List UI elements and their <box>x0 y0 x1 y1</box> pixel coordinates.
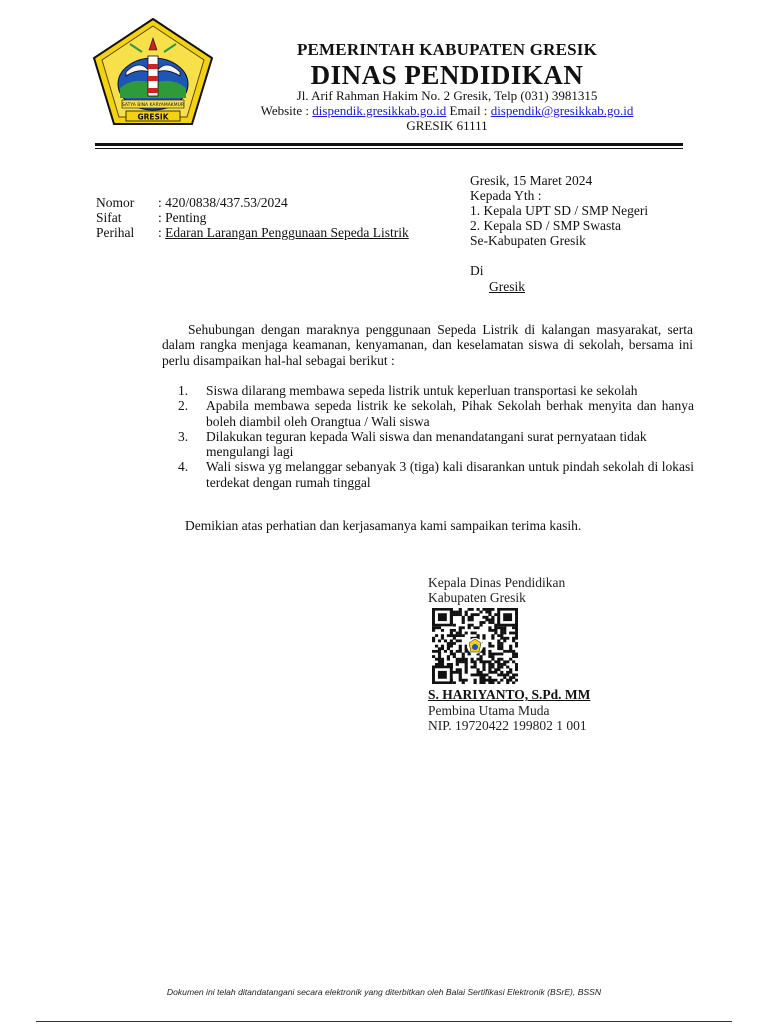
gresik-emblem-logo <box>90 16 216 128</box>
recipient-line-3: Se-Kabupaten Gresik <box>470 233 586 248</box>
signer-name: S. HARIYANTO, S.Pd. MM <box>428 687 591 702</box>
recipient-place: Gresik <box>489 279 525 294</box>
emblem-region-text: GRESIK <box>137 112 169 122</box>
department-name: DINAS PENDIDIKAN <box>310 60 584 90</box>
signer-nip: NIP. 19720422 199802 1 001 <box>428 718 587 733</box>
sifat-label: Sifat <box>96 210 122 225</box>
intro-paragraph: Sehubungan dengan maraknya penggunaan Sepeda Listrik di kalangan masyarakat, serta dalam rangka menjaga keamanan, kenyamanan, dan keselamatan siswa di sekolah, bersama ini perlu disampaikan hal-hal sebagai berikut : <box>162 322 693 368</box>
list-item: 3. Dilakukan teguran kepada Wali siswa dan menandatangani surat pernyataan tidak mengulangi lagi <box>178 428 647 460</box>
list-item: 1. Siswa dilarang membawa sepeda listrik untuk keperluan transportasi ke sekolah <box>178 383 638 398</box>
signer-title-1: Kepala Dinas Pendidikan <box>428 575 566 590</box>
qr-code-signature-icon <box>432 608 518 684</box>
sifat-value: : Penting <box>158 210 207 225</box>
instruction-list <box>178 383 694 490</box>
website-link[interactable]: dispendik.gresikkab.go.id <box>312 103 447 118</box>
recipient-heading: Kepada Yth : <box>470 188 542 203</box>
recipient-line-2: 2. Kepala SD / SMP Swasta <box>470 218 621 233</box>
emblem-motto-text: SATYA BINA KARYAMAKMUR <box>121 103 185 108</box>
list-item: 2. Apabila membawa sepeda listrik ke sekolah, Pihak Sekolah berhak menyita dan hanya boleh diambil oleh Orangtua / Wali siswa <box>178 398 694 429</box>
closing-paragraph: Demikian atas perhatian dan kerjasamanya kami sampaikan terima kasih. <box>185 518 582 533</box>
nomor-value: : 420/0838/437.53/2024 <box>158 195 288 210</box>
recipient-line-1: 1. Kepala UPT SD / SMP Negeri <box>470 203 649 218</box>
office-address: Jl. Arif Rahman Hakim No. 2 Gresik, Telp (031) 3981315 <box>296 88 598 103</box>
list-item: 4. Wali siswa yg melanggar sebanyak 3 (tiga) kali disarankan untuk pindah sekolah di lokasi terdekat dengan rumah tinggal <box>178 459 694 490</box>
signer-title-2: Kabupaten Gresik <box>428 590 526 605</box>
signer-rank: Pembina Utama Muda <box>428 703 550 718</box>
city-postcode: GRESIK 61111 <box>406 118 488 133</box>
email-link[interactable]: dispendik@gresikkab.go.id <box>490 103 634 118</box>
letter-date: Gresik, 15 Maret 2024 <box>470 173 593 188</box>
electronic-signature-note: Dokumen ini telah ditandatangani secara elektronik yang diterbitkan oleh Balai Sertifikasi Elektronik (BSrE), BSSN <box>166 987 602 997</box>
footer-divider <box>36 1021 732 1022</box>
letterhead-divider-thick <box>95 143 683 146</box>
perihal-label: Perihal <box>96 225 135 240</box>
letterhead-divider-thin <box>95 148 683 149</box>
government-name: PEMERINTAH KABUPATEN GRESIK <box>296 40 598 59</box>
contact-line: Website : dispendik.gresikkab.go.id Email : dispendik@gresikkab.go.id <box>260 103 634 118</box>
recipient-di: Di <box>470 263 484 278</box>
perihal-subject: Edaran Larangan Penggunaan Sepeda Listrik <box>165 225 409 240</box>
perihal-value: : Edaran Larangan Penggunaan Sepeda Listrik <box>158 225 409 240</box>
nomor-label: Nomor <box>96 195 135 210</box>
